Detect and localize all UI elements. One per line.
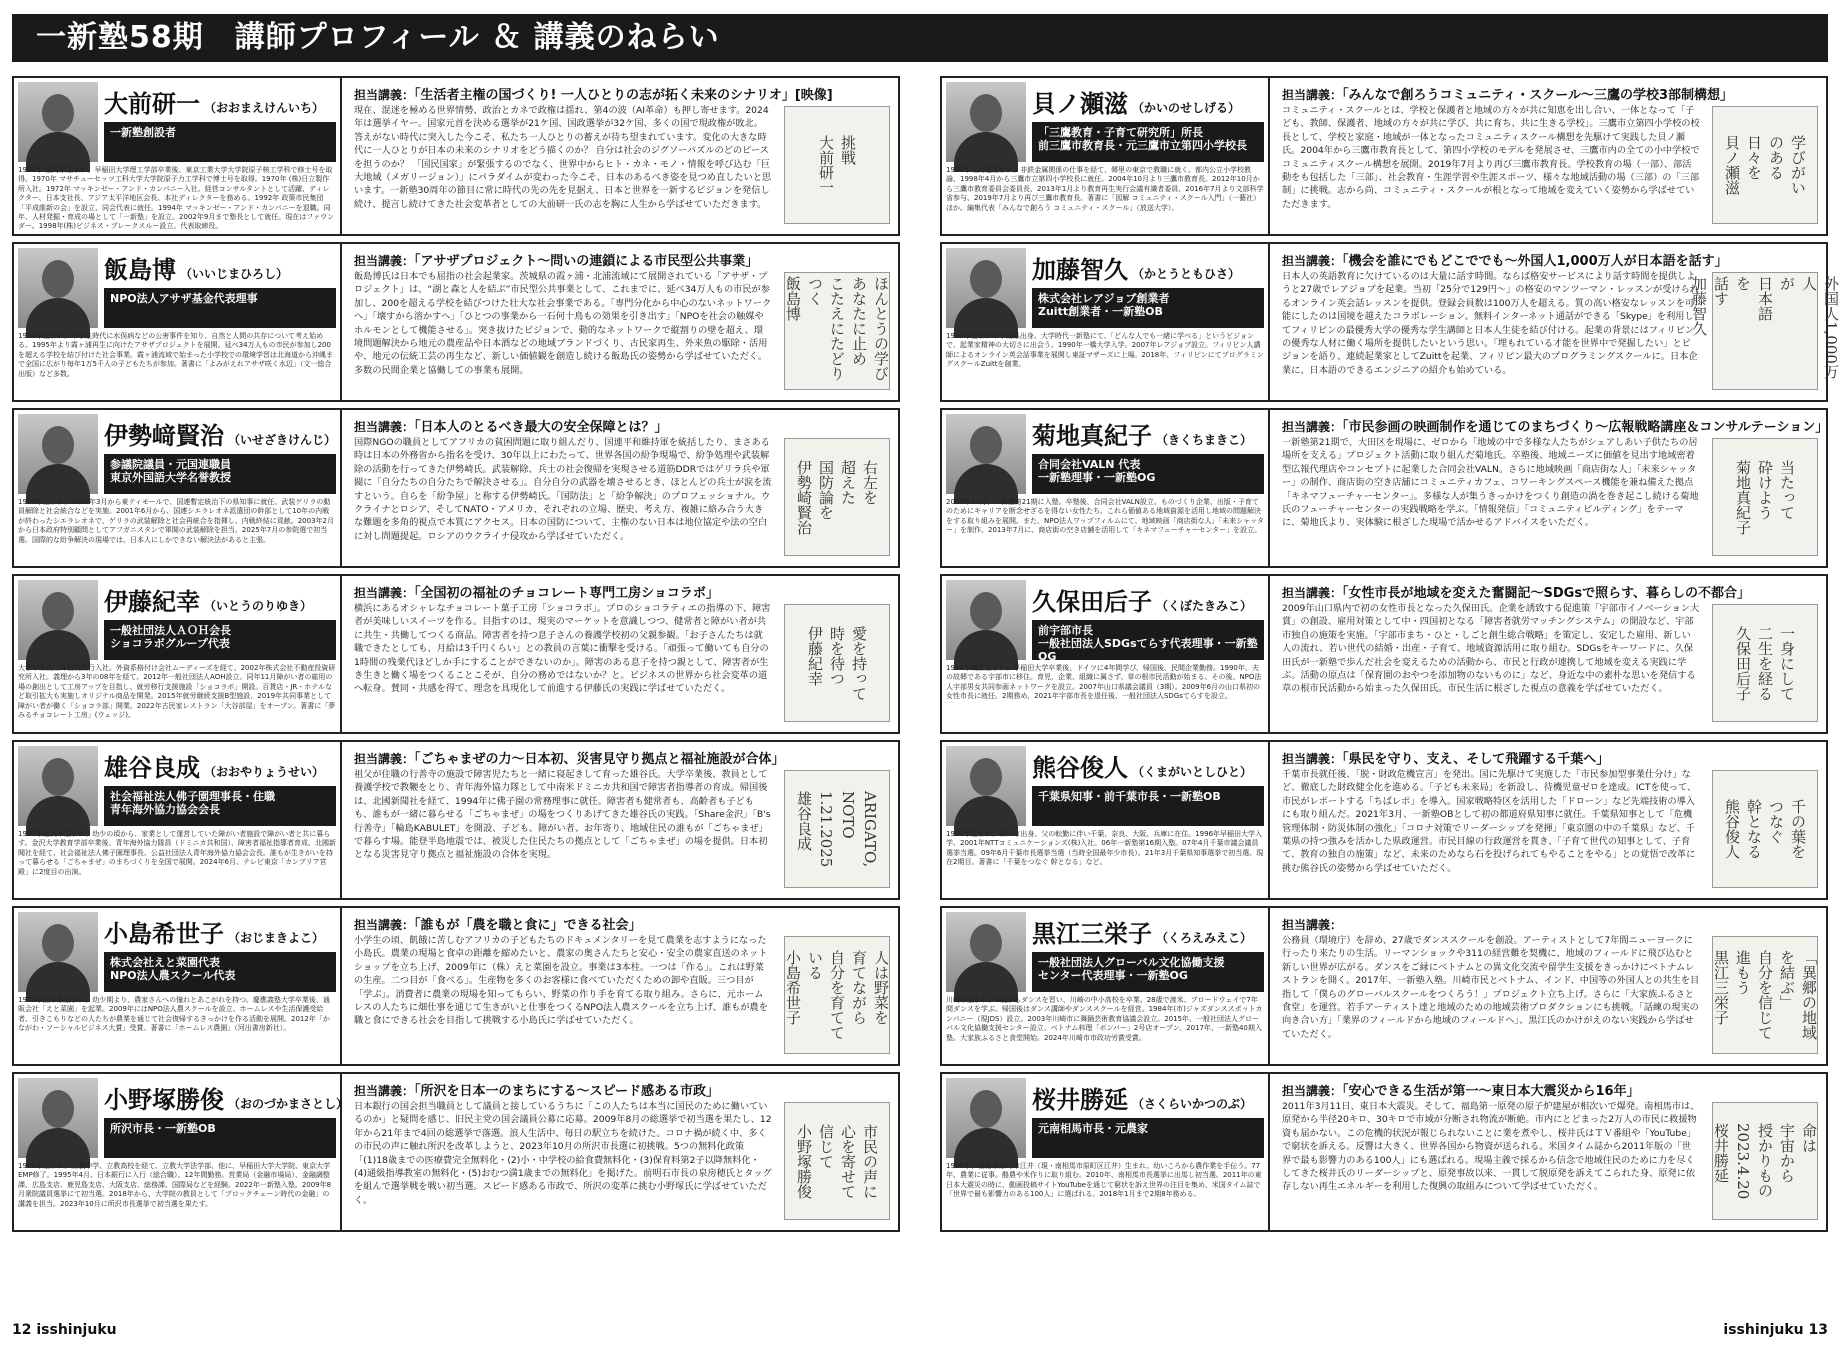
speaker-name-row [1032,1080,1252,1115]
portrait-head-shape [970,94,1002,132]
portrait-head-shape [42,924,74,962]
autograph-text: 市民の声に 心を寄せて 信じて 小野塚勝俊 [795,1123,879,1199]
lecture-title: 「生活者主権の国づくり! 一人ひとりの志が拓く未来のシナリオ」[映像] [414,88,833,103]
speaker-role: 合同会社VALN 代表 一新塾理事・一新塾OG [1032,454,1264,494]
speaker-role: 前宇部市長 一般社団法人SDGsてらす代表理事・一新塾OG [1032,620,1264,660]
lecture-label: 担当講義： [354,420,415,434]
lecture-description: 日本銀行の国会担当職員として議員と接しているうちに「この人たちは本当に国民のために働いているのか」と疑問を感じ、旧民主党の国会議員公募に応募。2009年8月の総選挙で初当選を果たし、12年から21年まで4回の総選挙で落選。浪人生活中、毎日の駅立ちを続けた。コロナ禍が続く中、多くの市民の声に触れ所沢を改革しようと、2023年10月の所沢市長選に初挑戦。5つの無料化政策「(1)18歳までの医療費完全無料化・(2)小・中学校の給食費無料化・(3)保育料第2子以降無料化・(4)通級指導教室の無料化・(5)おむつ満1歳までの無料化」を掲げた。前明石市長の泉房穂氏とタッグを組んで選挙戦を戦い初当選。スピード感ある市政で、所沢の変革に挑む小野塚氏に学ばせていただく。 [354,1101,772,1206]
lecture-title: 「機会を誰にでもどこででも〜外国人1,000万人が日本語を話す」 [1342,254,1728,269]
lecture-section [350,410,898,566]
autograph-card [784,106,890,224]
speaker-card [12,408,900,568]
speaker-profile [14,78,342,234]
speaker-name-row [104,582,312,617]
footer-left [12,1322,117,1338]
speaker-bio: 1961年金沢市生まれ。幼少の頃から、家業として運営していた障がい者施設で障がい者と共に暮らす。金沢大学教育学部卒業後、青年海外協力隊員（ドミニカ共和国）、障害者福祉指導者育成、北國新聞社を経て、社会福祉法人佛子園理事長、公益社団法人青年海外協力協会会長。誰もが生きがいを持って暮らせる「ごちゃまぜ」のまちづくりを全国で展開。2024年6月、テレビ東京「カンブリア宮殿」に2度目の出演。 [18,830,336,876]
portrait-head-shape [970,1090,1002,1128]
speaker-card [940,408,1828,568]
autograph-text: 学びがい のある 日々を 貝ノ瀬滋 [1723,135,1807,195]
lecture-heading [350,742,898,769]
lecture-description: 2009年山口県内で初の女性市長となった久保田氏。企業を誘致する促進策「宇部市イノベーション大賞」の創設、雇用対策として中・四国初となる「障害者就労マッチングシステム」の開設など、宇部市独自の施策を実施。「宇部市まち・ひと・しごと創生総合戦略」を策定し、安定した雇用、新しい人の流れ、若い世代の結婚・出産・子育て、地域資源活用に取り組む。SDGsをキーワードに、久保田氏が一新塾で歩んだ社会を変えるための活動から、市民と行政が連携して地域を変える実践に学ぶ。活動の原点は「保育園のおやつを添加物のないものに」など、身近な中の素朴な思いを発信する草の根市民活動から始まった久保田氏。市民生活に根ざした視点の意義を学ばせていただく。 [1282,603,1700,695]
lecture-description: 一新塾第21期で、大田区を現場に、ゼロから「地域の中で多様な人たちがシェアしあい子供たちの居場所を支える」プロジェクト活動に取り組んだ菊地氏。卒塾後、地域ニーズに価値を見出す地域密着型広報代理店やコンセプトに起業した合同会社VALN。さらに地域映画「商店街な人」「未来シャッター」の制作、商店街の空き店舗にコミュニティカフェ、コワーキングスペース機能を兼ね備えた拠点「キネマフューチャーセンター」。多様な人が集うきっかけをつくり創造の渦を巻き起こし続ける菊地氏のフューチャーセンターの実践戦略を学ぶ。「情報発信」「コミュニティビルディング」をテーマに、菊地氏より、実体験に根ざした現場で活かせるアドバイスをいただく。 [1282,437,1699,529]
lecture-label: 担当講義： [354,254,415,268]
portrait-head-shape [970,924,1002,962]
speaker-photo [18,1078,98,1158]
speaker-role: 千葉県知事・前千葉市長・一新塾OB [1032,786,1264,826]
autograph-text: 千の葉を つなぐ 幹となる 熊谷俊人 [1723,799,1807,859]
lecture-heading [1278,410,1829,437]
speaker-name: 桜井勝延 [1032,1085,1128,1114]
lecture-label: 担当講義： [1282,254,1343,268]
lecture-label: 担当講義： [354,1084,415,1098]
speaker-bio: 1948年北海道生まれ。非鉄金属関係の仕事を経て、郷里の東京で教職に就く。都内公立小学校教諭、1998年4月から三鷹市立第四小学校長に就任。2004年10月より三鷹市教育長。2012年10月から三鷹市教育委員会委員長、2013年1月より教育再生実行会議有識者委員、2016年7月より文部科学省参与、2019年7月より再び三鷹市教育長。著書に「図解 コミュニティ・スクール入門」（一藝社）ほか。編集代表「みんなで創ろう コミュニティ・スクール」（放送大学）。 [946,166,1264,212]
speaker-name-kana: （おおまえけんいち） [204,101,325,115]
lecture-heading [1278,908,1826,935]
lecture-heading [350,1074,898,1101]
speaker-photo [946,912,1026,992]
lecture-section [1278,742,1826,898]
lecture-heading [1278,576,1826,603]
lecture-heading [350,908,898,935]
lecture-label: 担当講義： [1282,1084,1343,1098]
speaker-role: 一新塾創設者 [104,122,336,162]
lecture-section [350,78,898,234]
speaker-bio: 1957年生まれ。2000年3月から東ティモールで、国連暫定統治下の県知事に就任。武装ゲリラの動員解除と社会統合などを実施。2001年6月から、国連シエラレオネ派遣団の幹部として10年の内戦が終わったシエラレオネで、ゲリラの武装解除と社会再統合を指揮し、内戦終結に貢献。2003年2月から日本政府特別顧問としてアフガニスタンで軍閥の武装解除を担当。2025年7月の参院選で初当選。国際的な紛争解決の現場では、日本人にしかできない解決法があると主張。 [18,498,334,544]
autograph-text: 一身にして 二生を経る 久保田后子 [1734,625,1796,701]
autograph-text: 右左を 超えた 国防論を 伊勢崎賢治 [795,459,879,535]
speaker-name-kana: （さくらいかつのぶ） [1132,1097,1253,1111]
speaker-name-row [104,84,324,119]
speaker-role: 株式会社レアジョブ創業者 Zuitt創業者・一新塾OB [1032,288,1264,328]
speaker-bio: 1943年 福岡県生まれ。早稲田大学理工学部卒業後、東京工業大学大学院原子核工学科で修士号を取得。1970年 マサチューセッツ工科大学大学院原子力工学科で博士号を取得。1970年 (株)日立製作所入社。1972年 マッキンゼー・アンド・カンパニー入社。経営コンサルタントとして活躍、ディレクター、日本支社長、アジア太平洋地区会長、本社ディレクターを務める。1992年 政策市民集団「平成維新の会」を設立、同会代表に就任。1994年 マッキンゼー・アンド・カンパニーを退職。同年、人材発掘・育成の場として「一新塾」を設立。2002年9月まで塾長として就任。現在はファウンダー。1998年(株)ビジネス・ブレークスルー設立。代表取締役。 [18,166,335,231]
lecture-section [1278,244,1840,400]
speaker-profile [14,410,342,566]
footer-right [1723,1322,1828,1338]
speaker-card [940,906,1828,1066]
lecture-label: 担当講義： [1282,586,1343,600]
speaker-profile [14,908,342,1064]
lecture-section [1278,1074,1826,1230]
lecture-section [350,908,898,1064]
speaker-name-kana: （いとうのりゆき） [204,599,313,613]
speaker-role: 一般社団法人グローバル文化協働支援 センター代表理事・一新塾OG [1032,952,1264,992]
speaker-name-row [104,416,336,451]
lecture-title: 「女性市長が地域を変えた奮闘記〜SDGsで照らす、暮らしの不都合」 [1342,586,1751,601]
speaker-photo [946,580,1026,660]
autograph-card [1690,272,1840,390]
speaker-name-row [1032,582,1252,617]
speaker-bio: 1978年熊本県生まれ。幼少期より、農家さんへの憧れとあこがれを持つ。慶應義塾大学卒業後、通販会社「えと菜園」を起業。2009年にはNPO法人農スクールを設立、ホームレスや生活保護受給者、引きこもりなどの人たちが農業を通じて社会復帰するきっかけを作る活動を展開。2012年「かながわ・ソーシャルビジネス大賞」受賞。著書に「ホームレス農園」（河出書房新社）。 [18,996,330,1033]
speaker-name: 伊勢﨑賢治 [104,421,224,450]
speaker-role: 「三鷹教育・子育て研究所」所長 前三鷹市教育長・元三鷹市立第四小学校長 [1032,122,1264,162]
portrait-head-shape [970,758,1002,796]
lecture-title: 「所沢を日本一のまちにする〜スピード感ある市政」 [414,1084,719,1099]
lecture-title: 「全国初の福祉のチョコレート専門工房ショコラボ」 [414,586,719,601]
speaker-name: 黒江三栄子 [1032,919,1152,948]
lecture-description: 祖父が住職の行善寺の施設で障害児たちと一緒に寝起きして育った雄谷氏。大学卒業後、教員として養護学校で教鞭をとり、青年海外協力隊として中南米ドミニカ共和国で障害者指導者の育成。帰国後は、北國新聞社を経て、1994年に佛子園の常務理事に就任。障害者も健常者も、高齢者も子どもも、誰もが一緒に暮らせる「ごちゃまぜ」の場をつくりあげてきた雄谷氏の実践。「Share金沢」「B's行善寺」「輪島KABULET」を開設、子ども、障がい者、お年寄り、地域住民の誰もが「ごちゃまぜ」で暮らす場。能登半島地震では、被災した住民たちの拠点として「ごちゃまぜ」の場を提供。日本初となる災害見守り拠点と福祉施設の合体を実現。 [354,769,771,861]
lecture-section [1278,78,1826,234]
speaker-name-kana: （くろえみえこ） [1156,931,1253,945]
speaker-profile [14,1074,349,1230]
autograph-card [784,936,890,1054]
speaker-profile [14,244,342,400]
speaker-photo [18,248,98,328]
autograph-text: 愛を持って 時を待つ 伊藤紀幸 [806,625,868,701]
speaker-profile [942,742,1270,898]
lecture-description: 千葉市長就任後、「脱・財政危機宣言」を発出。国に先駆けて実施した「市民参加型事業仕分け」など、徹底した財政健全化を進める。「子ども未来局」を新設し、待機児童ゼロを達成。ICTを使って、市民がレポートする「ちばレポ」を導入。国家戦略特区を活用した「ドローン」など先端技術の導入にも取り組んだ。2021年3月、一新塾OBとして初の都道府県知事に就任。千葉県知事として「危機管理体制・防災体制の強化」「コロナ対策でリーダーシップを発揮」「東京圏の中の千葉県」など、千葉県の持つ強みを活かした県政運営。市民目線の行政運営を貫き、「子育て世代の知事として、子育て、教育の独自の施策」など、未来のためなら石を投げられてもやることをやる」との覚悟で改革に挑む熊谷氏の姿勢から学ばせていただく。 [1282,769,1697,874]
speaker-bio: 1972年生まれ。立教中学、立教高校を経て、立教大学法学部、他に、早稲田大学大学院、東京大学EMP修了。1995年4月、日本銀行に入行（総合職）、12年間勤務。営業局（金融市場局）、金融調整課、広島支店、鹿児島支店、大阪支店、総務課、国際局などを経験。2022年一新塾入塾。2009年8月衆院議員選挙にて初当選。2018年から、大学院の教員として「ブロックチェーン時代の金融」の講義を担当。2023年10月に所沢市長選挙で初当選を果たす。 [18,1162,332,1208]
lecture-description: 飯島博氏は日本でも屈指の社会起業家。茨城県の霞ヶ浦・北浦流域にて展開されている「アサザ・プロジェクト」は、“湖と森と人を結ぶ”市民型公共事業として、これまでに、延べ34万人もの市民が参加し、200を超える学校を結びつけた壮大な社会事業である。「専門分化から中心のないネットワークへ」「壊すから溶かすへ」「ひとつの事業から一石何十鳥もの効果を引き出す」「NPOを社会の触媒やホルモンとして機能させる」。突き抜けたビジョンで、動的なネットワークで縦割りの壁を超え、環境問題解決から地元の農産品や日本酒などの地域ブランドづくり、古民家再生、外来魚の駆除・活用や、地元の伝統工芸の再生など、新しい価値観を創造し続ける飯島氏の姿勢から学ばせていただく。多数の民間企業と協働しての事業も展開。 [354,271,772,376]
lecture-heading [350,576,898,603]
portrait-head-shape [970,260,1002,298]
page-title: 一新塾58期 講師プロフィール ＆ 講義のねらい [12,14,1828,62]
lecture-section [350,576,898,732]
lecture-section [1278,908,1826,1064]
speaker-card [12,242,900,402]
lecture-description: 横浜にあるオシャレなチョコレート菓子工房「ショコラボ」。プロのショコラティエの指導の下、障害者が美味しいスイーツを作る。目指すのは、現実のマーケットを意識しつつ、健常者と障がい者が共に共生・共働してつくる商品。障害者を持つ息子さんの養護学校初の父親参観。「お子さんたちは就職できたとしても、月給は3千円くらい」との教員の言葉に衝撃を受ける。「頑張って働いても自分の1時間の残業代ほどしか手にすることができないのか」。障害のある息子を持つ親として、障害者が生き生きと働く場をつくることこそが、自分の務めではないか？と。ビジネスの世界から社会変革の道へ転身。賛同・共感を得て、理念を具現化して前進する伊藤氏の実践に学ばせていただく。 [354,603,771,695]
autograph-card [1712,770,1818,888]
lecture-title: 「ごちゃまぜの力〜日本初、災害見守り拠点と福祉施設が合体」 [414,752,785,767]
portrait-head-shape [42,426,74,464]
autograph-card [784,604,890,722]
autograph-card [784,272,890,390]
speaker-name-row [1032,84,1240,119]
lecture-label: 担当講義： [1282,420,1343,434]
speaker-bio: 1978年生まれ。神戸市出身。父の転勤に伴い千葉、奈良、大阪、兵庫に在住。1996年早稲田大学入学、2001年NTTコミュニケーションズ(株)入社。06年一新塾第16期入塾。07年4月千葉市議会議員選挙当選。09年6月千葉市長選挙当選（当時全国最年少市長）。21年3月千葉県知事選挙で初当選、現在2期目。著書に「千葉をつなぐ 幹となる」など。 [946,830,1264,867]
speaker-name-kana: （かいのせしげる） [1132,101,1241,115]
speaker-bio: 1956年東京生まれ。早稲田大学卒業後、ドイツに4年間学び、帰国後、民間企業勤務。1990年、夫の故郷である宇部市に移住。育児、企業、組織に属さず、草の根市民活動が始まる。その後、NPO法人宇部男女共同参画ネットワークを設立。2007年山口県議会議員（3期）。2009年6月の山口県初の女性市長に就任。2期務め、2021年宇部市長を退任後、一般社団法人SDGsてらすを設立。 [946,664,1262,701]
speaker-card [12,1072,900,1232]
autograph-card [1712,936,1818,1054]
speaker-name-row [1032,250,1240,285]
brand-name: isshinjuku [1723,1322,1804,1338]
speaker-name-kana: （かとうともひさ） [1132,267,1241,281]
lecture-heading [350,244,898,271]
lecture-label: 担当講義： [1282,752,1343,766]
lecture-section [350,244,898,400]
speaker-name-row [104,250,288,285]
lecture-heading [350,410,898,437]
speaker-photo [946,414,1026,494]
speaker-name: 大前研一 [104,89,200,118]
speaker-card [940,574,1828,734]
speaker-card [940,242,1840,402]
lecture-label: 担当講義： [354,752,415,766]
speaker-role: 株式会社えと菜園代表 NPO法人農スクール代表 [104,952,336,992]
speaker-name: 雄谷良成 [104,753,200,782]
speaker-bio: 1980年生まれの千葉県出身。大学時代一新塾にて、「どんな人でも一緒に学べる」というビジョンで、起業家精神の大切さに出会う。1990年一橋大学入学。2007年レアジョブ設立。フィリピン人講師によるオンライン英会話事業を展開し東証マザーズに上場。2018年、フィリピンにてプログラミングスクールZuittを創業。 [946,332,1264,369]
portrait-head-shape [42,592,74,630]
speaker-photo [18,82,98,162]
lecture-title: 「誰もが「農を職と食に」できる社会」 [414,918,642,933]
speaker-name-kana: （きくちまきこ） [1156,433,1253,447]
speaker-profile [942,244,1270,400]
speaker-name: 飯島博 [104,255,176,284]
speaker-photo [946,1078,1026,1158]
lecture-description: 公務員（環境庁）を辞め、27歳でダンススクールを創設。アーティストとして7年間ニューヨークに行ったり来たりの生活。リーマンショックや311の経営難を契機に、地域のフィールドに飛び込むと新しい世界が広がる。ダンスをご縁にベトナムとの異文化交流や留学生支援をきっかけにベトナムレストランを開く。2017年、一新塾入塾。川崎市民とベトナム、インド、中国等の外国人との共生を目指して「僕らのグローバルスクールをつくろう！」プロジェクト立ち上げ。さらに「大家族ふるさと食堂」を運営。若手アーティスト達と地域のための地域芸術プロダクションにも挑戦。「話練の現実の向き合い方」「業界のフィールドから地域のフィールドへ」、黒江氏のかけがえのない実践から学ばせていただく。 [1282,935,1700,1040]
speaker-profile [942,576,1270,732]
lecture-heading [1278,244,1826,271]
lecture-label: 担当講義： [354,88,415,102]
speaker-name: 貝ノ瀬滋 [1032,89,1128,118]
speaker-role: 一般社団法人ＡＯＨ会長 ショコラボグループ代表 [104,620,336,660]
speaker-role: NPO法人アサザ基金代表理事 [104,288,336,328]
speaker-name: 加藤智久 [1032,255,1128,284]
speaker-name: 小野塚勝俊 [104,1085,224,1114]
speaker-name-kana: （くぼたきみこ） [1156,599,1253,613]
speaker-name-row [104,1080,348,1115]
speaker-photo [18,746,98,826]
speaker-name-row [104,914,324,949]
lecture-heading [1278,78,1826,105]
speaker-bio: 大学卒業後三井信託銀行入社。外資系格付け会社ムーディーズを経て、2002年株式会社不動産投資研究所入社。義理から3年の08年を経て、2012年一般社団法人AOH設立。同年11月障がい者の雇用の場の創出として工房アップを目指し、就労移行支援施設「ショコラボ」開設。百貨店・JR・ホテルなど取引拡大も実施しオリジナル商品を開発。2015年就労継続支援B型施設、2019年共同事業として障がい者が働く「ショコラ部」開業。2022年古民家レストラン「大谷部屋」をオープン。著書に「夢みるチョコレート工房」(ウェッジ)。 [18,664,336,720]
speaker-card [940,1072,1828,1232]
lecture-section [350,742,898,898]
lecture-title: 「県民を守り、支え、そして飛躍する千葉へ」 [1342,752,1610,767]
speaker-profile [942,410,1270,566]
page-number: 13 [1808,1322,1828,1338]
speaker-name-kana: （おじまきよこ） [228,931,325,945]
autograph-text: 当たって 砕けよう 菊地真紀子 [1734,459,1796,535]
lecture-description: 日本人の英語教育に欠けているのは大量に話す時間。ならば格安サービスにより話す時間を提供しようと27歳でレアジョブを起業。当初「25分で129円〜」の格安のマンツーマン・レッスンが受けられるオンライン英会話レッスンを提供。登録会員数は100万人を超える。質の高い格安なレッスンを可能にしたのは国境を越えたコラボレーション。無料インターネット通話ができる「Skype」を利用してフィリピンの最優秀大学の優秀な学生講師と日本人生徒を結び付ける。起業の背景にはフィリピンの優秀な人材に働く場所を提供したいという思い。「埋もれている才能を世界中で発掘したい」とビジョンを語り、連続起業家としてZuittを起業、フィリピン最大のプログラミングスクールに。日本企業に、日本語のできるエンジニアの紹介も始めている。 [1282,271,1699,376]
lecture-section [1278,576,1826,732]
autograph-text: ARIGATO, NOTO 1.21.2025 雄谷良成 [795,790,879,868]
lecture-description: 小学生の頃、飢餓に苦しむアフリカの子どもたちのドキュメンタリーを見て農業を志すようになった小島氏。農業の現場と食卓の距離を縮めたいと、農家の奥さんたちと安心・安全の農家直送のネットショップを立ち上げ、2009年に（株）えと菜園を設立。事業は3本柱。一つは「作る」。これは野菜の生産。二つ目が「食べる」。生産物を多くのお客様に食べていただくための卸や直販。三つ目が「学ぶ」。消費者に農業の現場を知ってもらい、野菜の作り手を育てる取り組み。さらに、元ホームレスの人たちに畑仕事を通じて生きがいと仕事をつくるNPO法人農スクールを立ち上げ、誰もが農を職と食にできる社会を目指して挑戦する小島氏に学ばせていただく。 [354,935,768,1027]
lecture-title: 「日本人のとるべき最大の安全保障とは？」 [414,420,668,435]
speaker-name-kana: （いいじまひろし） [180,267,289,281]
speaker-profile [942,1074,1270,1230]
portrait-head-shape [42,260,74,298]
speaker-card [12,574,900,734]
speaker-photo [946,82,1026,162]
autograph-text: ほんとうの学び あなたに止め こたえにたどりつく 飯島博 [784,276,890,381]
speaker-photo [946,248,1026,328]
portrait-head-shape [970,592,1002,630]
speaker-name-row [104,748,324,783]
speaker-name: 久保田后子 [1032,587,1152,616]
speaker-photo [18,580,98,660]
autograph-card [1712,106,1818,224]
autograph-card [1712,438,1818,556]
speaker-name: 菊地真紀子 [1032,421,1152,450]
speaker-name-kana: （いせざきけんじ） [228,433,337,447]
lecture-description: 2011年3月11日、東日本大震災。そして、福島第一原発の原子炉建屋が相次いで爆発。南相馬市は、原発から半径20キロ、30キロで市域が分断され物流が断絶。市内にとどまった2万人の市民に救援物資も届かない。この危機的状況が報じられないことに業を煮やし、桜井氏はＴＶ番組や「YouTube」で窮状を訴える。反響は大きく、世界各国から物資が送られる。米国タイム誌から2011年版の「世界で最も影響力のある100人」にも選ばれる。現場主義で採るから信念で地域住民のために力を尽くしてきた桜井氏のリーダーシップと、原発事故以来、一貫して脱原発を訴えてこられた身、原発に依存しない再生エネルギーを利用した復興の取組みについて学ばせていただく。 [1282,1101,1700,1193]
speaker-bio: 1956年、福島県原町市江井（現・南相馬市原町区江井）生まれ。幼いころから農作業を手伝う。77年、農業に従事。酪農や米作りに取り組む。2010年、南相馬市長選挙に出馬し初当選。2011年の東日本大震災の時に、動画投稿サイトYouTubeを通じて窮状を訴え世界の注目を集め、米国タイム誌で「世界で最も影響力のある100人」に選ばれる。2018年1月まで2期8年務める。 [946,1162,1262,1199]
portrait-head-shape [42,1090,74,1128]
speaker-photo [18,912,98,992]
speaker-name: 伊藤紀幸 [104,587,200,616]
lecture-title: 「市民参画の映画制作を通じてのまちづくり〜広報戦略講座＆コンサルテーション」 [1342,420,1829,435]
autograph-card [1712,604,1818,722]
lecture-heading [1278,1074,1826,1101]
lecture-section [1278,410,1829,566]
portrait-head-shape [970,426,1002,464]
speaker-role: 元南相馬市長・元農家 [1032,1118,1264,1158]
speaker-role: 社会福祉法人佛子園理事長・住職 青年海外協力協会会長 [104,786,336,826]
portrait-head-shape [42,758,74,796]
speaker-name-row [1032,914,1252,949]
speaker-profile [942,78,1270,234]
lecture-title: 「みんなで創ろうコミュニティ・スクール〜三鷹の学校3部制構想」 [1342,88,1734,103]
speaker-name-kana: （おおやりょうせい） [204,765,325,779]
speaker-profile [14,576,342,732]
lecture-label: 担当講義： [1282,918,1343,932]
speaker-role: 所沢市長・一新塾OB [104,1118,336,1158]
speaker-bio: 1956年生まれ。中学生時代に水俣病などの公害事件を知り、自然と人間の共存について考え始める。1995年より霞ヶ浦再生に向けたアサザプロジェクトを展開。延べ34万人もの市民が参加し200を超える学校を結び付けた社会事業。霞ヶ浦流域で始まった小学校での環境学習は北海道から沖縄まで全国に広がり毎年1万5千人の子どもたちが参加。著書に「よみがえれアサザ咲く水辺」（文一総合出版）など多数。 [18,332,333,378]
autograph-text: 命は 宇宙から 授かりもの 2023.4.20 桜井勝延 [1712,1122,1818,1200]
speaker-name: 小島希世子 [104,919,224,948]
speaker-name: 熊谷俊人 [1032,753,1128,782]
speaker-role: 参議院議員・元国連職員 東京外国語大学名誉教授 [104,454,336,494]
lecture-description: コミュニティ・スクールとは、学校と保護者と地域の方々が共に知恵を出し合い、一体となって「子ども、教師、保護者、地域の方々が共に学び、共に育ち、共に生きる学校」。三鷹市立第四小学校の校長として、学校と家庭・地域が一体となったコミュニティスクール構想を先駆けて実践した貝ノ瀬氏。2004年から三鷹市教育長として、第四小学校のモデルを発展させ、三鷹市内の全ての小中学校でコミュニティスクール構想を展開。2019年7月より再び三鷹市教育長。学校教育の場（一部）、部活動をも包括した「三部」、社会教育・生涯学習や生涯スポーツ、様々な地域活動の場（三部）の「三部制」に挑戦。志から尚、コミュニティ・スクールが根となって地域を変えていく姿勢から学ばせていただきます。 [1282,105,1700,210]
lecture-section [350,1074,898,1230]
speaker-card [12,740,900,900]
speaker-profile [942,908,1270,1064]
autograph-card [784,770,890,888]
autograph-text: 「異郷の地域 を結ぶ」 自分を信じて 進もう 黒江三栄子 [1712,950,1818,1040]
autograph-card [1712,1102,1818,1220]
speaker-name-kana: （くまがいとしひと） [1132,765,1253,779]
lecture-description: 現在、混迷を極める世界情勢、政治とカネで政権は揺れ、第4の波（AI革命）も押し寄せます。2024年は選挙イヤー。国家元首を決める選挙が21ケ国、国政選挙が32ケ国、多くの国で現政権が敗北。答えがない時代に突入した今こそ、私たち一人ひとりの蓄えが待ち望まれています。変化の大きな時代に一人ひとりが日本の未来のシナリオをどう描くのか？ 自分は社会のジグソーパズルのどのピースを担うのか？ 「国民国家」が緊張するのでなく、世界中からヒト・カネ・モノ・情報を呼び込む「巨大地域（メガリージョン）」にパラダイムが変わった今こそ、日本のあるべき姿を見つめ直したいと思います。一新塾30周年の節目に常に時代の先の先を見据え、日本と世界を一新するビジョンを発信し続け、提言し続けてきた社会変革者としての大前研一氏の志を胸に人生から学ばせていただきます。 [354,105,772,210]
speaker-name-row [1032,416,1252,451]
speaker-card [940,76,1828,236]
lecture-heading [1278,742,1826,769]
speaker-photo [18,414,98,494]
speaker-card [12,906,900,1066]
speaker-bio: 2007年11月、一新塾第21期に入塾。卒塾後、合同会社VALN設立。ものづくり企業、出版・子育てのためにキャリアを断念せざるを得ない女性たち、これら価値ある地域資源を活用し地域の問題解決をする取り組みを展開。また、NPO法人ワップフィルムにて、地域映画「商店街な人」「未来シャッター」を制作。2013年7月に、商店街の空き店舗を活用して「キネマフューチャーセンター」を設立。 [946,498,1264,535]
lecture-label: 担当講義： [1282,88,1343,102]
speaker-bio: 川崎市生まれ。4歳からダンスを習い、川崎の中小高校を卒業。28歳で渡米、ブロードウェイで7年間ダンスを学ぶ。帰国後はダンス講師やダンススクールを経営。1984年(市)ジャズダンススポットカンパニー（現JDS）設立。2003年川崎市に舞踊芸術教育協議会設立。2015年、一般社団法人グローバル文化協働支援センター設立、ベトナム料理「ボンバー」2号店オープン。2017年、一新塾40期入塾。大家族ふるさと食堂開始。2024年川崎市市政功労賞受賞。 [946,996,1263,1042]
autograph-card [784,438,890,556]
page-number: 12 [12,1322,32,1338]
lecture-label: 担当講義： [354,918,415,932]
autograph-card [784,1102,890,1220]
lecture-description: 国際NGOの職員としてアフリカの貧困問題に取り組んだり、国連平和維持軍を統括したり、まさある時は日本の外務省から指名を受け、30年以上にわたって、世界各国の紛争現場で、紛争処理や武装解除の活動を行ってきた伊勢崎氏。武装解除、兵士の社会復帰を実現させる道筋DDRではゲリラ兵や軍閥に「自分たちの自分たちで解決させる」。自分自分の武器を壊させるとき、ほとんどの兵士が涙を流すという。自らを「紛争屋」と称する伊勢崎氏。「国防法」と「紛争解決」のプロフェッショナル。ウクライナとロシア、そしてNATO・アメリカ、それぞれの立場、歴史、考え方、複雑に絡み合う大きな難題を多角的視点で本質にアクセス。日本の国防について、主権のない日本は地位協定や法の空白に対し問題提起。ロシアのウクライナ侵攻から学ばせていただく。 [354,437,772,542]
lecture-title: 「安心できる生活が第一〜東日本大震災から16年」 [1342,1084,1640,1099]
speaker-profile [14,742,342,898]
speaker-name-kana: （おのづかまさとし） [228,1097,349,1111]
speaker-card [940,740,1828,900]
lecture-title: 「アサザプロジェクト〜問いの連鎖による市民型公共事業」 [414,254,759,269]
speaker-card [12,76,900,236]
brand-name: isshinjuku [36,1322,117,1338]
portrait-head-shape [42,94,74,132]
speaker-name-row [1032,748,1252,783]
autograph-text: 人は野菜を 育てながら 自分を育てて いる 小島希世子 [784,950,890,1040]
lecture-heading [350,78,898,105]
speaker-photo [946,746,1026,826]
autograph-text: 外国人1,000万人 が 日本語 を 話す 加藤智久 [1690,276,1840,379]
autograph-text: 挑戦 大前研一 [817,135,857,195]
lecture-label: 担当講義： [354,586,415,600]
